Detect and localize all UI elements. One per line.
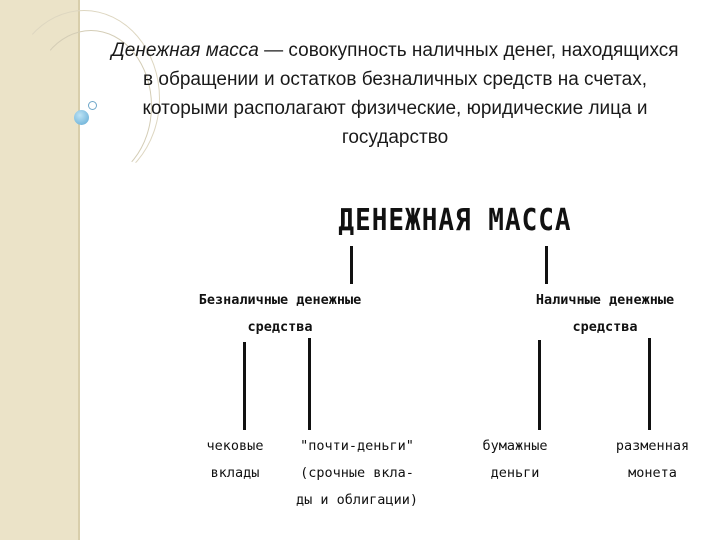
node-paper-money [460, 433, 570, 487]
connector-cash-to-paper [538, 340, 541, 430]
node-coins-line1: разменная [615, 438, 690, 454]
node-near-money-line3: ды и облигации) [296, 492, 418, 508]
connector-cashless-to-checking [243, 342, 246, 430]
node-cash-line2: средства [572, 319, 638, 335]
definition-text [110, 36, 680, 152]
definition-term: Денежная масса [111, 40, 259, 61]
node-cash-line1: Наличные денежные [535, 292, 675, 308]
node-checking-line2: вклады [210, 465, 260, 481]
node-cashless-line2: средства [247, 319, 313, 335]
node-coins [595, 433, 710, 487]
connector-title-to-cash [545, 246, 548, 284]
connector-title-to-cashless [350, 246, 353, 284]
node-coins-line2: монета [628, 465, 677, 481]
node-paper-line2: деньги [490, 465, 540, 481]
node-near-money [272, 433, 442, 514]
connector-cash-to-coins [648, 338, 651, 430]
node-checking-line1: чековые [206, 438, 264, 454]
bullet-ring-icon [88, 101, 97, 110]
definition-body: — совокупность наличных денег, находящихся в обращении и остатков безналичных средств на счетах, которыми располагают физические, юридические лица и государство [142, 40, 679, 148]
node-paper-line1: бумажные [482, 438, 548, 454]
node-near-money-line1: "почти-деньги" [300, 438, 414, 454]
node-cash-funds [510, 287, 700, 341]
node-cashless-line1: Безналичные денежные [198, 292, 362, 308]
connector-cashless-to-near-money [308, 338, 311, 430]
diagram-title: ДЕНЕЖНАЯ МАССА [338, 203, 572, 239]
node-near-money-line2: (срочные вкла- [300, 465, 414, 481]
bullet-dot-icon [74, 110, 89, 125]
node-cashless-funds [170, 287, 390, 341]
